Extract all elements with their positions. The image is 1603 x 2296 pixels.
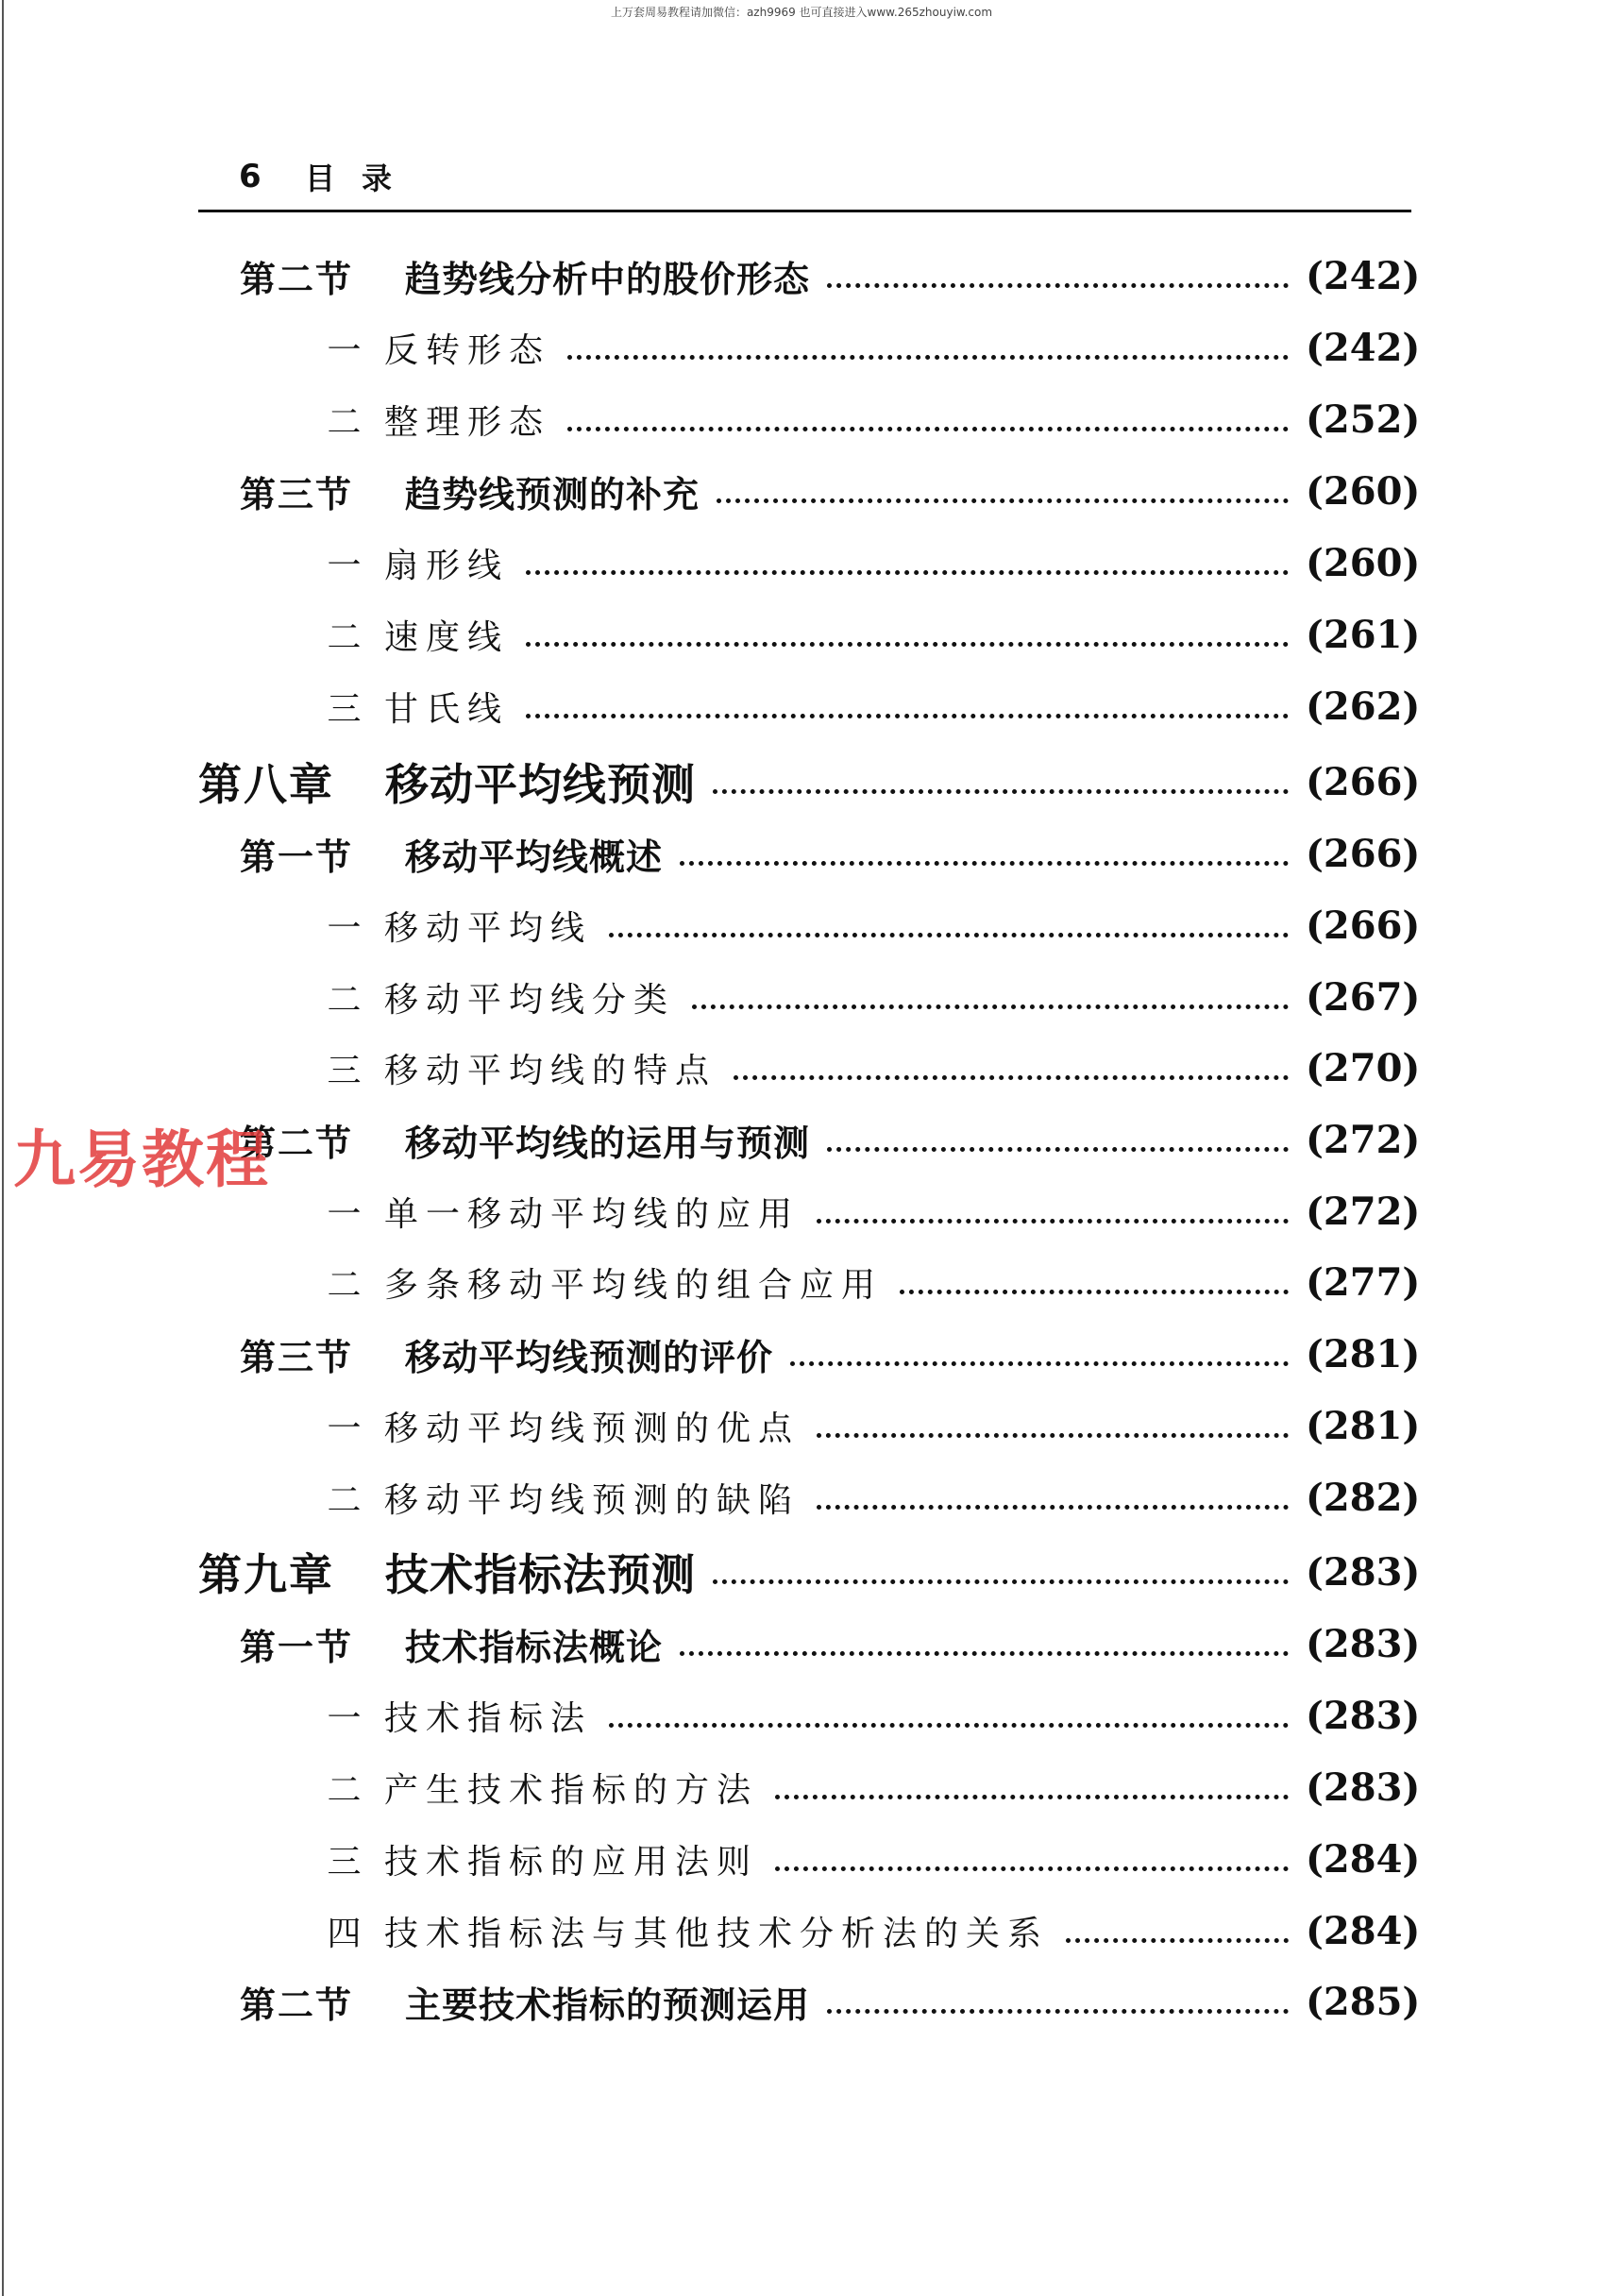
toc-entry-title: 甘氏线 [384, 689, 510, 729]
toc-entry-title: 技术指标法 [384, 1698, 593, 1738]
toc-entry-page: (283) [1306, 1621, 1421, 1666]
toc-entry-label: 三 [327, 689, 362, 729]
toc-entry-page: (277) [1306, 1259, 1421, 1305]
toc-entry-page: (252) [1306, 397, 1421, 442]
toc-entry-page: (270) [1306, 1045, 1421, 1090]
toc-entry-item [304, 1902, 1421, 1959]
toc-entry-label: 第一节 [240, 1625, 354, 1668]
toc-entry-label: 第九章 [198, 1549, 334, 1600]
toc-entry-label: 第一节 [240, 835, 354, 878]
dot-leader [680, 1651, 1289, 1656]
toc-entry-label: 二 [327, 1480, 362, 1520]
toc-entry-title: 整理形态 [384, 402, 551, 442]
toc-entry-label: 一 [327, 330, 362, 370]
toc-entry-page: (242) [1306, 325, 1421, 370]
watermark-stamp: 九易教程 [13, 1123, 270, 1196]
toc-entry-label: 一 [327, 908, 362, 948]
toc-entry-label: 二 [327, 1265, 362, 1305]
toc-entry-label: 一 [327, 1409, 362, 1448]
toc-entry-page: (266) [1306, 831, 1421, 876]
toc-entry-section [240, 463, 1421, 519]
dot-leader [609, 933, 1289, 937]
toc-entry-label: 一 [327, 1698, 362, 1738]
toc-entry-label: 第二节 [240, 1983, 354, 2026]
toc-entry-item [304, 1254, 1421, 1310]
toc-entry-label: 二 [327, 617, 362, 657]
toc-entry-label: 第二节 [240, 1121, 354, 1164]
dot-leader [775, 1866, 1289, 1871]
toc-entry-item [304, 969, 1421, 1025]
toc-entry-title: 移动平均线预测 [385, 759, 696, 810]
dot-leader [790, 1361, 1289, 1366]
toc-entry-title: 产生技术指标的方法 [384, 1770, 759, 1810]
dot-leader [827, 1147, 1289, 1152]
toc-entry-item [304, 391, 1421, 447]
toc-entry-title: 单一移动平均线的应用 [384, 1194, 801, 1234]
top-watermark: 上万套周易教程请加微信：azh9969 也可直接进入www.265zhouyiw.com [610, 6, 993, 19]
toc-entry-label: 二 [327, 1770, 362, 1810]
dot-leader [775, 1795, 1289, 1799]
toc-entry-page: (272) [1306, 1189, 1421, 1234]
toc-entry-chapter [198, 753, 1421, 810]
toc-entry-title: 移动平均线预测的优点 [384, 1409, 801, 1448]
toc-entry-section [240, 1325, 1421, 1382]
toc-entry-title: 主要技术指标的预测运用 [405, 1983, 811, 2026]
dot-leader [526, 642, 1289, 647]
toc-entry-title: 移动平均线预测的缺陷 [384, 1480, 801, 1520]
toc-entry-title: 扇形线 [384, 546, 510, 585]
toc-entry-title: 技术指标法与其他技术分析法的关系 [384, 1914, 1050, 1953]
toc-entry-label: 第二节 [240, 257, 354, 300]
toc-entry-label: 一 [327, 546, 362, 585]
toc-entry-label: 一 [327, 1194, 362, 1234]
toc-entry-page: (272) [1306, 1117, 1421, 1162]
toc-entry-title: 移动平均线分类 [384, 980, 676, 1020]
toc-entry-label: 三 [327, 1051, 362, 1090]
toc-entry-title: 移动平均线 [384, 908, 593, 948]
toc-entry-section [240, 1973, 1421, 2030]
dot-leader [609, 1723, 1289, 1728]
toc-entry-item [304, 319, 1421, 376]
toc-entry-page: (262) [1306, 684, 1421, 729]
toc-entry-item [304, 678, 1421, 734]
toc-entry-item [304, 1687, 1421, 1744]
toc-entry-item [304, 1183, 1421, 1240]
running-head-title: 目录 [305, 160, 419, 196]
dot-leader [713, 1579, 1289, 1584]
toc-entry-page: (283) [1306, 1693, 1421, 1738]
toc-entry-page: (284) [1306, 1908, 1421, 1953]
toc-entry-label: 第三节 [240, 472, 354, 515]
toc-entry-page: (281) [1306, 1331, 1421, 1376]
toc-entry-page: (283) [1306, 1764, 1421, 1810]
dot-leader [817, 1433, 1289, 1438]
toc-entry-chapter [198, 1544, 1421, 1600]
toc-entry-item [304, 897, 1421, 954]
toc-entry-section [240, 1615, 1421, 1672]
toc-entry-section [240, 247, 1421, 304]
toc-entry-title: 技术指标的应用法则 [384, 1842, 759, 1882]
dot-leader [567, 427, 1289, 431]
toc-entry-label: 二 [327, 980, 362, 1020]
toc-entry-label: 四 [327, 1914, 362, 1953]
toc-entry-item [304, 1039, 1421, 1096]
dot-leader [827, 283, 1289, 288]
toc-entry-page: (281) [1306, 1403, 1421, 1448]
toc-entry-item [304, 606, 1421, 663]
dot-leader [817, 1219, 1289, 1224]
dot-leader [692, 1004, 1289, 1009]
toc-entry-title: 趋势线分析中的股价形态 [405, 257, 811, 300]
toc-entry-title: 反转形态 [384, 330, 551, 370]
toc-entry-title: 移动平均线的运用与预测 [405, 1121, 811, 1164]
toc-entry-title: 趋势线预测的补充 [405, 472, 700, 515]
toc-entry-title: 技术指标法预测 [385, 1549, 696, 1600]
dot-leader [900, 1290, 1289, 1294]
toc-entry-title: 技术指标法概论 [405, 1625, 664, 1668]
toc-entry-item [304, 1831, 1421, 1887]
toc-entry-section [240, 1111, 1421, 1168]
toc-entry-page: (283) [1306, 1549, 1421, 1595]
toc-entry-title: 移动平均线概述 [405, 835, 664, 878]
toc-entry-page: (266) [1306, 903, 1421, 948]
toc-entry-page: (282) [1306, 1475, 1421, 1520]
dot-leader [567, 355, 1289, 360]
toc-entry-page: (261) [1306, 612, 1421, 657]
toc-entry-label: 二 [327, 402, 362, 442]
dot-leader [817, 1505, 1289, 1510]
toc-entry-page: (285) [1306, 1979, 1421, 2024]
toc-entry-item [304, 1759, 1421, 1815]
dot-leader [713, 789, 1289, 794]
toc-entry-title: 移动平均线的特点 [384, 1051, 717, 1090]
toc-entry-title: 移动平均线预测的评价 [405, 1335, 774, 1378]
toc-entry-label: 第三节 [240, 1335, 354, 1378]
toc-entry-item [304, 1397, 1421, 1454]
toc-entry-page: (260) [1306, 468, 1421, 514]
toc-entry-item [304, 534, 1421, 591]
toc-entry-item [304, 1469, 1421, 1526]
dot-leader [717, 498, 1289, 503]
toc-entry-page: (267) [1306, 974, 1421, 1020]
toc-entry-label: 第八章 [198, 759, 334, 810]
toc-entry-label: 三 [327, 1842, 362, 1882]
toc-entry-page: (266) [1306, 759, 1421, 804]
dot-leader [526, 570, 1289, 575]
toc-entry-section [240, 825, 1421, 882]
dot-leader [827, 2009, 1289, 2014]
toc-entry-page: (284) [1306, 1836, 1421, 1882]
toc-entry-title: 速度线 [384, 617, 510, 657]
dot-leader [680, 861, 1289, 866]
dot-leader [1066, 1938, 1289, 1943]
toc-entry-title: 多条移动平均线的组合应用 [384, 1265, 884, 1305]
dot-leader [526, 714, 1289, 718]
page-number: 6 [239, 158, 262, 195]
toc-entry-page: (242) [1306, 253, 1421, 298]
toc-entry-page: (260) [1306, 540, 1421, 585]
dot-leader [734, 1075, 1289, 1080]
